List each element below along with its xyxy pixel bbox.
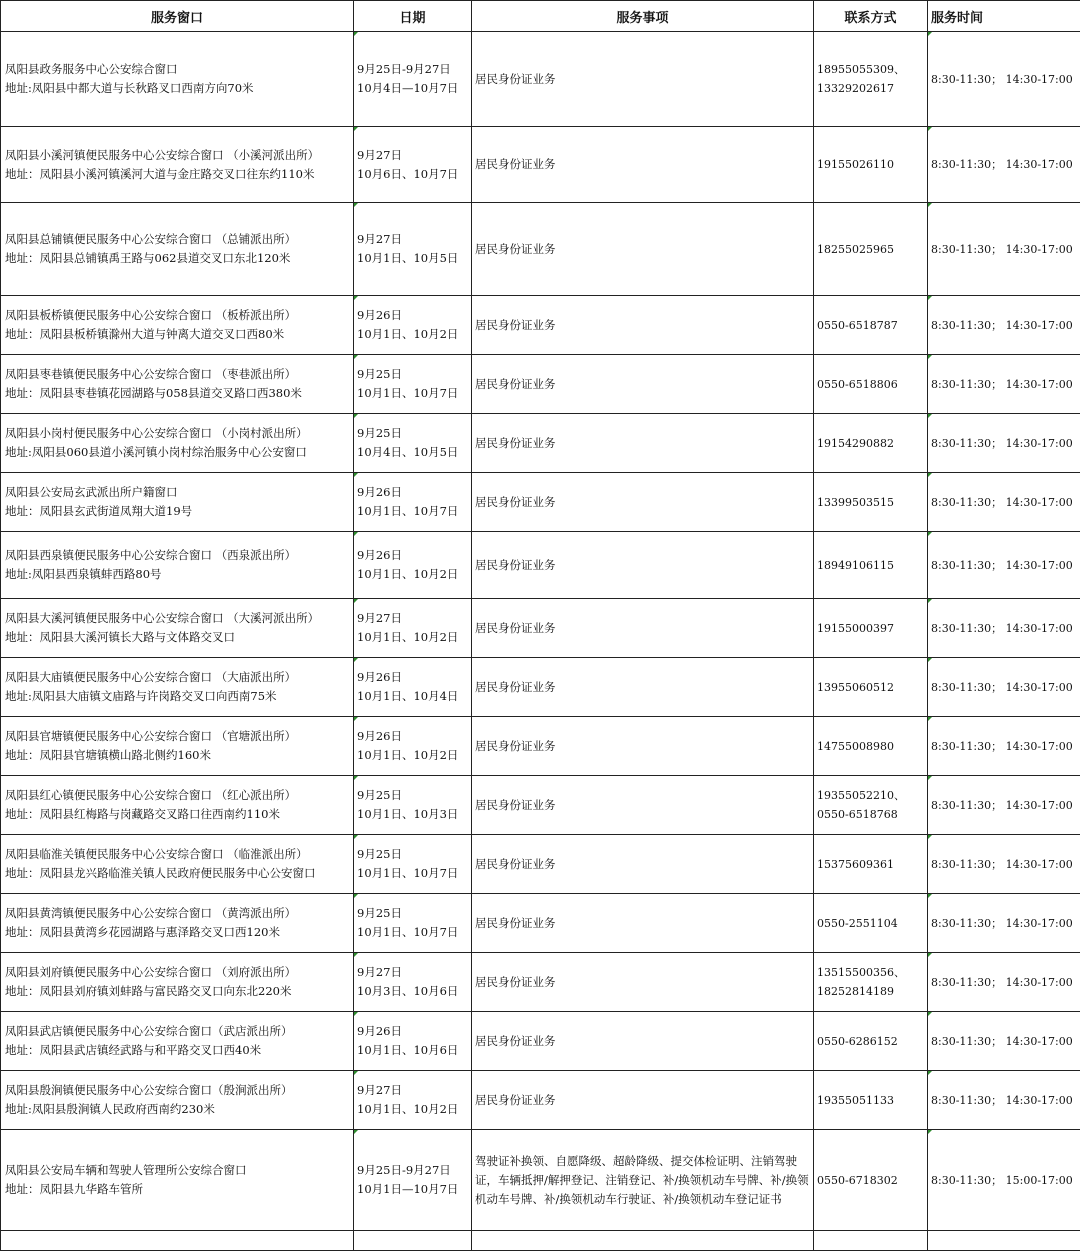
service-window-cell <box>1 717 354 776</box>
window-name: 凤阳县西泉镇便民服务中心公安综合窗口 （西泉派出所） <box>5 546 350 565</box>
date-cell <box>354 203 472 296</box>
service-item-cell <box>472 1012 814 1071</box>
window-name: 凤阳县红心镇便民服务中心公安综合窗口 （红心派出所） <box>5 786 350 805</box>
date-cell <box>354 776 472 835</box>
contact-number: 19154290882 <box>817 437 894 450</box>
table-row-empty <box>1 1231 1080 1251</box>
window-address: 地址：凤阳县黄湾乡花园湖路与惠泽路交叉口西120米 <box>5 923 350 942</box>
service-item: 居民身份证业务 <box>475 857 556 871</box>
service-item-cell <box>472 532 814 599</box>
service-item: 居民身份证业务 <box>475 495 556 509</box>
service-hours-cell <box>928 953 1080 1012</box>
contact-cell <box>814 32 928 127</box>
contact-cell <box>814 894 928 953</box>
date-range-september: 9月25日 <box>357 845 468 864</box>
contact-number: 19355052210、0550-6518768 <box>817 789 905 821</box>
date-cell <box>354 473 472 532</box>
date-cell <box>354 32 472 127</box>
date-range-september: 9月27日 <box>357 609 468 628</box>
date-range-september: 9月25日 <box>357 424 468 443</box>
window-address: 地址：凤阳县红梅路与岗藏路交叉路口往西南约110米 <box>5 805 350 824</box>
date-range-october: 10月1日、10月2日 <box>357 1100 468 1119</box>
service-item-cell <box>472 658 814 717</box>
contact-number: 18255025965 <box>817 243 894 256</box>
service-hours-cell <box>928 414 1080 473</box>
table-row <box>1 414 1080 473</box>
date-cell <box>354 1071 472 1130</box>
service-item-cell <box>472 203 814 296</box>
table-row <box>1 776 1080 835</box>
header-contact: 联系方式 <box>814 1 928 32</box>
date-cell <box>354 1130 472 1231</box>
service-hours: 8:30-11:30； 14:30-17:00 <box>931 914 1077 933</box>
empty-cell <box>814 1231 928 1251</box>
contact-number: 18955055309、13329202617 <box>817 63 905 95</box>
date-range-october: 10月1日、10月7日 <box>357 502 468 521</box>
table-row <box>1 32 1080 127</box>
date-range-september: 9月27日 <box>357 230 468 249</box>
date-range-october: 10月1日、10月4日 <box>357 687 468 706</box>
date-range-september: 9月25日 <box>357 904 468 923</box>
window-name: 凤阳县板桥镇便民服务中心公安综合窗口 （板桥派出所） <box>5 306 350 325</box>
contact-number: 13515500356、18252814189 <box>817 966 905 998</box>
service-hours: 8:30-11:30； 14:30-17:00 <box>931 1032 1077 1051</box>
contact-number: 13399503515 <box>817 496 894 509</box>
empty-cell <box>472 1231 814 1251</box>
service-window-cell <box>1 1012 354 1071</box>
table-row <box>1 1071 1080 1130</box>
service-item-cell <box>472 32 814 127</box>
window-name: 凤阳县大庙镇便民服务中心公安综合窗口 （大庙派出所） <box>5 668 350 687</box>
table-row <box>1 1012 1080 1071</box>
service-item: 居民身份证业务 <box>475 975 556 989</box>
service-hours-cell <box>928 32 1080 127</box>
service-window-cell <box>1 296 354 355</box>
window-address: 地址：凤阳县官塘镇横山路北侧约160米 <box>5 746 350 765</box>
date-cell <box>354 953 472 1012</box>
service-window-cell <box>1 1130 354 1231</box>
table-row <box>1 1130 1080 1231</box>
contact-number: 15375609361 <box>817 858 894 871</box>
service-item-cell <box>472 776 814 835</box>
contact-number: 19355051133 <box>817 1094 894 1107</box>
contact-number: 0550-6518806 <box>817 378 898 391</box>
service-item-cell <box>472 127 814 203</box>
date-range-october: 10月1日、10月2日 <box>357 628 468 647</box>
service-window-cell <box>1 835 354 894</box>
date-cell <box>354 532 472 599</box>
service-hours: 8:30-11:30； 14:30-17:00 <box>931 155 1077 174</box>
date-range-october: 10月1日、10月2日 <box>357 746 468 765</box>
window-name: 凤阳县公安局玄武派出所户籍窗口 <box>5 483 350 502</box>
date-range-october: 10月1日—10月7日 <box>357 1180 468 1199</box>
window-name: 凤阳县小溪河镇便民服务中心公安综合窗口 （小溪河派出所） <box>5 146 350 165</box>
date-range-october: 10月1日、10月7日 <box>357 384 468 403</box>
date-range-october: 10月1日、10月7日 <box>357 864 468 883</box>
table-row <box>1 835 1080 894</box>
service-window-cell <box>1 776 354 835</box>
service-hours: 8:30-11:30； 14:30-17:00 <box>931 70 1077 89</box>
date-cell <box>354 1012 472 1071</box>
service-window-cell <box>1 599 354 658</box>
service-window-cell <box>1 127 354 203</box>
window-address: 地址：凤阳县板桥镇滁州大道与钟离大道交叉口西80米 <box>5 325 350 344</box>
service-hours: 8:30-11:30； 14:30-17:00 <box>931 855 1077 874</box>
service-hours: 8:30-11:30； 14:30-17:00 <box>931 434 1077 453</box>
service-item: 居民身份证业务 <box>475 157 556 171</box>
date-range-september: 9月26日 <box>357 668 468 687</box>
service-item-cell <box>472 414 814 473</box>
header-date: 日期 <box>354 1 472 32</box>
contact-cell <box>814 658 928 717</box>
service-item: 居民身份证业务 <box>475 798 556 812</box>
date-range-september: 9月27日 <box>357 146 468 165</box>
service-item: 居民身份证业务 <box>475 1093 556 1107</box>
service-hours-cell <box>928 658 1080 717</box>
window-address: 地址:凤阳县殷涧镇人民政府西南约230米 <box>5 1100 350 1119</box>
contact-number: 0550-6718302 <box>817 1174 898 1187</box>
service-window-cell <box>1 203 354 296</box>
window-address: 地址：凤阳县刘府镇刘蚌路与富民路交叉口向东北220米 <box>5 982 350 1001</box>
window-address: 地址：凤阳县玄武街道凤翔大道19号 <box>5 502 350 521</box>
window-address: 地址:凤阳县大庙镇文庙路与许岗路交叉口向西南75米 <box>5 687 350 706</box>
window-address: 地址：凤阳县武店镇经武路与和平路交叉口西40米 <box>5 1041 350 1060</box>
service-item: 居民身份证业务 <box>475 558 556 572</box>
window-name: 凤阳县大溪河镇便民服务中心公安综合窗口 （大溪河派出所） <box>5 609 350 628</box>
service-item: 居民身份证业务 <box>475 436 556 450</box>
window-name: 凤阳县政务服务中心公安综合窗口 <box>5 60 350 79</box>
service-hours-cell <box>928 532 1080 599</box>
service-hours: 8:30-11:30； 14:30-17:00 <box>931 316 1077 335</box>
table-row <box>1 127 1080 203</box>
date-range-september: 9月26日 <box>357 306 468 325</box>
contact-number: 13955060512 <box>817 681 894 694</box>
date-range-september: 9月26日 <box>357 727 468 746</box>
table-row <box>1 717 1080 776</box>
contact-number: 0550-6518787 <box>817 319 898 332</box>
window-name: 凤阳县小岗村便民服务中心公安综合窗口 （小岗村派出所） <box>5 424 350 443</box>
table-row <box>1 953 1080 1012</box>
service-item-cell <box>472 355 814 414</box>
contact-cell <box>814 473 928 532</box>
contact-cell <box>814 835 928 894</box>
date-range-october: 10月1日、10月7日 <box>357 923 468 942</box>
window-address: 地址：凤阳县枣巷镇花园湖路与058县道交叉路口西380米 <box>5 384 350 403</box>
service-item-cell <box>472 717 814 776</box>
empty-cell <box>928 1231 1080 1251</box>
date-range-october: 10月1日、10月2日 <box>357 565 468 584</box>
contact-number: 0550-6286152 <box>817 1035 898 1048</box>
service-item-cell <box>472 599 814 658</box>
service-window-cell <box>1 355 354 414</box>
window-name: 凤阳县刘府镇便民服务中心公安综合窗口 （刘府派出所） <box>5 963 350 982</box>
contact-cell <box>814 414 928 473</box>
service-hours: 8:30-11:30； 14:30-17:00 <box>931 973 1077 992</box>
date-cell <box>354 414 472 473</box>
service-window-cell <box>1 32 354 127</box>
contact-cell <box>814 1071 928 1130</box>
service-item-cell <box>472 894 814 953</box>
service-hours-cell <box>928 894 1080 953</box>
window-name: 凤阳县黄湾镇便民服务中心公安综合窗口 （黄湾派出所） <box>5 904 350 923</box>
service-hours-cell <box>928 127 1080 203</box>
service-item: 居民身份证业务 <box>475 916 556 930</box>
date-range-september: 9月26日 <box>357 546 468 565</box>
date-cell <box>354 127 472 203</box>
date-range-october: 10月1日、10月6日 <box>357 1041 468 1060</box>
date-range-september: 9月27日 <box>357 963 468 982</box>
table-row <box>1 894 1080 953</box>
date-cell <box>354 658 472 717</box>
window-name: 凤阳县公安局车辆和驾驶人管理所公安综合窗口 <box>5 1161 350 1180</box>
service-item: 居民身份证业务 <box>475 377 556 391</box>
service-hours-cell <box>928 776 1080 835</box>
table-row <box>1 599 1080 658</box>
date-range-september: 9月25日-9月27日 <box>357 60 468 79</box>
service-hours-cell <box>928 717 1080 776</box>
header-service-window: 服务窗口 <box>1 1 354 32</box>
date-range-september: 9月25日 <box>357 786 468 805</box>
date-range-october: 10月1日、10月2日 <box>357 325 468 344</box>
date-cell <box>354 599 472 658</box>
contact-cell <box>814 1012 928 1071</box>
date-range-october: 10月1日、10月5日 <box>357 249 468 268</box>
date-range-october: 10月3日、10月6日 <box>357 982 468 1001</box>
service-window-cell <box>1 658 354 717</box>
window-name: 凤阳县枣巷镇便民服务中心公安综合窗口 （枣巷派出所） <box>5 365 350 384</box>
service-hours: 8:30-11:30； 14:30-17:00 <box>931 375 1077 394</box>
service-hours-cell <box>928 1071 1080 1130</box>
service-hours: 8:30-11:30； 14:30-17:00 <box>931 556 1077 575</box>
window-address: 地址：凤阳县小溪河镇溪河大道与金庄路交叉口往东约110米 <box>5 165 350 184</box>
service-hours: 8:30-11:30； 14:30-17:00 <box>931 493 1077 512</box>
service-item: 居民身份证业务 <box>475 1034 556 1048</box>
service-item: 居民身份证业务 <box>475 72 556 86</box>
service-item: 驾驶证补换领、自愿降级、超龄降级、提交体检证明、注销驾驶证，车辆抵押/解押登记、注销登记、补/换领机动车号牌、补/换领机动车号牌、补/换领机动车行驶证、补/换领机动车登记证书 <box>475 1154 809 1206</box>
table-body <box>1 32 1080 1251</box>
service-window-cell <box>1 894 354 953</box>
service-item-cell <box>472 473 814 532</box>
window-address: 地址:凤阳县中都大道与长秋路叉口西南方向70米 <box>5 79 350 98</box>
date-range-september: 9月25日 <box>357 365 468 384</box>
service-hours-cell <box>928 473 1080 532</box>
window-address: 地址:凤阳县西泉镇蚌西路80号 <box>5 565 350 584</box>
service-item: 居民身份证业务 <box>475 242 556 256</box>
service-hours: 8:30-11:30； 14:30-17:00 <box>931 796 1077 815</box>
contact-cell <box>814 953 928 1012</box>
service-hours-cell <box>928 835 1080 894</box>
date-range-october: 10月6日、10月7日 <box>357 165 468 184</box>
service-hours: 8:30-11:30； 14:30-17:00 <box>931 678 1077 697</box>
date-range-september: 9月25日-9月27日 <box>357 1161 468 1180</box>
service-hours-cell <box>928 203 1080 296</box>
contact-number: 19155026110 <box>817 158 894 171</box>
contact-cell <box>814 355 928 414</box>
service-item-cell <box>472 296 814 355</box>
header-service-hours: 服务时间 <box>928 1 1080 32</box>
date-range-september: 9月26日 <box>357 1022 468 1041</box>
contact-cell <box>814 776 928 835</box>
service-hours: 8:30-11:30； 14:30-17:00 <box>931 619 1077 638</box>
service-hours-cell <box>928 1130 1080 1231</box>
contact-number: 0550-2551104 <box>817 917 898 930</box>
contact-number: 14755008980 <box>817 740 894 753</box>
service-item-cell <box>472 953 814 1012</box>
table-row <box>1 473 1080 532</box>
window-name: 凤阳县武店镇便民服务中心公安综合窗口（武店派出所） <box>5 1022 350 1041</box>
date-cell <box>354 894 472 953</box>
contact-number: 19155000397 <box>817 622 894 635</box>
window-address: 地址：凤阳县龙兴路临淮关镇人民政府便民服务中心公安窗口 <box>5 864 350 883</box>
header-service-item: 服务事项 <box>472 1 814 32</box>
window-address: 地址：凤阳县大溪河镇长大路与文体路交叉口 <box>5 628 350 647</box>
service-item-cell <box>472 1071 814 1130</box>
contact-cell <box>814 599 928 658</box>
window-name: 凤阳县总铺镇便民服务中心公安综合窗口 （总铺派出所） <box>5 230 350 249</box>
contact-cell <box>814 127 928 203</box>
service-item: 居民身份证业务 <box>475 680 556 694</box>
date-cell <box>354 296 472 355</box>
contact-cell <box>814 717 928 776</box>
date-range-october: 10月4日、10月5日 <box>357 443 468 462</box>
empty-cell <box>354 1231 472 1251</box>
service-item: 居民身份证业务 <box>475 318 556 332</box>
service-window-cell <box>1 532 354 599</box>
service-hours-cell <box>928 355 1080 414</box>
contact-cell <box>814 532 928 599</box>
date-cell <box>354 835 472 894</box>
table-row <box>1 296 1080 355</box>
date-range-september: 9月26日 <box>357 483 468 502</box>
window-name: 凤阳县殷涧镇便民服务中心公安综合窗口（殷涧派出所） <box>5 1081 350 1100</box>
service-hours-cell <box>928 296 1080 355</box>
date-range-october: 10月4日—10月7日 <box>357 79 468 98</box>
service-window-cell <box>1 1071 354 1130</box>
service-window-cell <box>1 953 354 1012</box>
table-row <box>1 355 1080 414</box>
service-item-cell <box>472 1130 814 1231</box>
table-row <box>1 203 1080 296</box>
table-row <box>1 532 1080 599</box>
service-hours-cell <box>928 1012 1080 1071</box>
service-window-cell <box>1 414 354 473</box>
service-item: 居民身份证业务 <box>475 621 556 635</box>
contact-number: 18949106115 <box>817 559 894 572</box>
service-hours: 8:30-11:30； 14:30-17:00 <box>931 1091 1077 1110</box>
service-hours-cell <box>928 599 1080 658</box>
service-hours: 8:30-11:30； 14:30-17:00 <box>931 240 1077 259</box>
contact-cell <box>814 1130 928 1231</box>
date-cell <box>354 355 472 414</box>
window-address: 地址:凤阳县060县道小溪河镇小岗村综治服务中心公安窗口 <box>5 443 350 462</box>
service-item-cell <box>472 835 814 894</box>
window-address: 地址：凤阳县九华路车管所 <box>5 1180 350 1199</box>
date-cell <box>354 717 472 776</box>
date-range-october: 10月1日、10月3日 <box>357 805 468 824</box>
table-header-row <box>1 1 1080 32</box>
service-item: 居民身份证业务 <box>475 739 556 753</box>
date-range-september: 9月27日 <box>357 1081 468 1100</box>
service-hours: 8:30-11:30； 14:30-17:00 <box>931 737 1077 756</box>
window-name: 凤阳县临淮关镇便民服务中心公安综合窗口 （临淮派出所） <box>5 845 350 864</box>
empty-cell <box>1 1231 354 1251</box>
contact-cell <box>814 203 928 296</box>
service-window-cell <box>1 473 354 532</box>
window-name: 凤阳县官塘镇便民服务中心公安综合窗口 （官塘派出所） <box>5 727 350 746</box>
window-address: 地址：凤阳县总铺镇禹王路与062县道交叉口东北120米 <box>5 249 350 268</box>
service-hours: 8:30-11:30； 15:00-17:00 <box>931 1171 1077 1190</box>
table-row <box>1 658 1080 717</box>
contact-cell <box>814 296 928 355</box>
